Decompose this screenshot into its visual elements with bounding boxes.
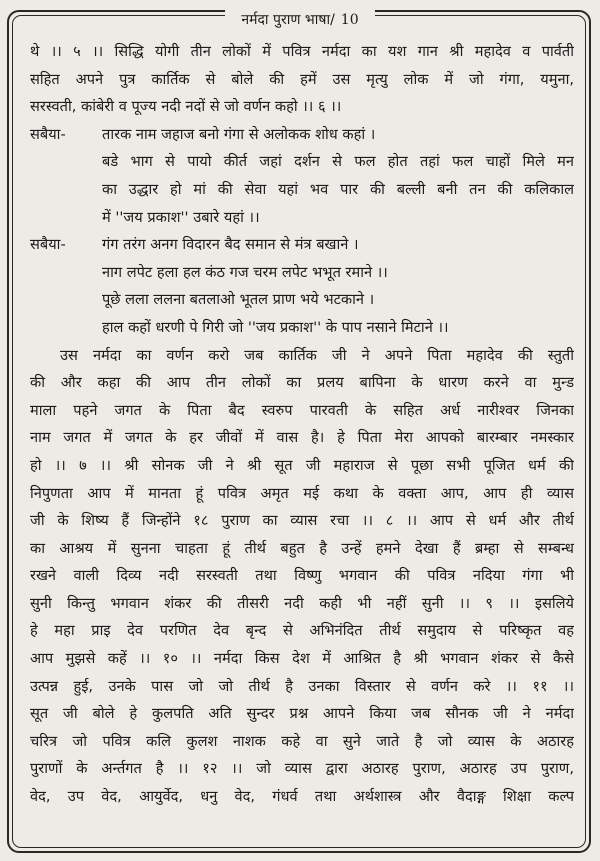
page-body: [30, 38, 574, 811]
paragraph-line: पुराणों के अर्न्तगत है ।। १२ ।। जो व्यास द्वारा अठारह पुराण, अठारह उप पुराण,: [30, 760, 574, 778]
header-title: नर्मदा पुराण भाषा/: [241, 12, 335, 28]
paragraph-line: हो ।। ७ ।। श्री सोनक जी ने श्री सूत जी महाराज से पूछा सभी पूजित धर्म की: [30, 456, 574, 474]
paragraph-line: माला पहने जगत के पिता बैद स्वरुप पारवती के सहित अर्ध नारीश्वर जिनका: [30, 401, 574, 419]
paragraph-line: रखने वाली दिव्य नदी सरस्वती तथा विष्णु भगवान की पवित्र नदिया गंगा भी: [30, 567, 574, 585]
verse-line: तारक नाम जहाज बनो गंगा से अलोकक शोध कहां ।: [102, 125, 376, 143]
verse-block: [30, 231, 574, 259]
verse-line: में ''जय प्रकाश'' उबारे यहां ।।: [102, 208, 260, 226]
verse-line: हाल कहों धरणी पे गिरी जो ''जय प्रकाश'' के पाप नसाने मिटाने ।।: [102, 318, 449, 336]
text-line: सरस्वती, कांबेरी व पूज्य नदी नदों से जो वर्णन कहो ।। ६ ।।: [30, 98, 342, 116]
verse-label: सबैया-: [30, 125, 66, 143]
paragraph-line: चरित्र जो पवित्र कलि कुलश नाशक कहे वा सुने जाते है जो व्यास के अठारह: [30, 732, 574, 750]
verse-line: का उद्धार हो मां की सेवा यहां भव पार की बल्ली बनी तन की कलिकाल: [102, 180, 574, 198]
verse-line: बडे भाग से पायो कीर्त जहां दर्शन से फल होत तहां फल चाहों मिले मन: [102, 153, 574, 171]
page-number: 10: [340, 12, 359, 28]
paragraph-line: उस नर्मदा का वर्णन करो जब कार्तिक जी ने अपने पिता महादेव की स्तुती: [60, 346, 574, 364]
text-line: थे ।। ५ ।। सिद्धि योगी तीन लोकों में पवित्र नर्मदा का यश गान श्री महादेव व पार्वती: [30, 43, 574, 60]
paragraph-line: वेद, उप वेद, आयुर्वेद, धनु वेद, गंधर्व तथा अर्थशास्त्र और वैदाङ्ग शिक्षा कल्प: [30, 788, 574, 806]
verse-line: पूछे लला ललना बतलाओ भूतल प्राण भये भटकाने ।: [102, 291, 375, 309]
paragraph-line: हे महा प्राइ देव परणित देव बृन्द से अभिनंदित तीर्थ समुदाय से परिष्कृत वह: [30, 622, 574, 640]
running-header: [225, 8, 375, 32]
verse-line: नाग लपेट हला हल कंठ गज चरम लपेट भभूत रमाने ।।: [102, 263, 388, 281]
paragraph-line: आप मुझसे कहें ।। १० ।। नर्मदा किस देश में आश्रित है श्री भगवान शंकर से कैसे: [30, 650, 574, 668]
text-line: सहित अपने पुत्र कार्तिक से बोले की हमें उस मृत्यु लोक में जो गंगा, यमुना,: [30, 70, 574, 88]
paragraph-line: सूत जी बोले हे कुलपति अति सुन्दर प्रश्न आपने किया जब सौनक जी ने नर्मदा: [30, 705, 574, 723]
verse-label: सबैया-: [30, 236, 66, 254]
paragraph-line: का आश्रय में सुनना चाहता हूं तीर्थ बहुत है उन्हें हमने देखा हैं ब्रम्हा से सम्बन्ध: [30, 539, 574, 557]
paragraph-line: निपुणता आप में मानता हूं पवित्र अमृत मई कथा के वक्ता आप, आप ही व्यास: [30, 484, 574, 502]
paragraph-line: जी के शिष्य हैं जिन्होंने १८ पुराण का व्यास रचा ।। ८ ।। आप से धर्म और तीर्थ: [30, 512, 574, 530]
paragraph-line: सुनी किन्तु भगवान शंकर की तीसरी नदी कही भी नहीं सुनी ।। ९ ।। इसलिये: [30, 594, 574, 612]
verse-line: गंग तरंग अनग विदारन बैद समान से मंत्र बखाने ।: [102, 236, 359, 254]
paragraph-line: उत्पन्न हुई, उनके पास जो जो तीर्थ है उनका विस्तार से वर्णन करे ।। ११ ।।: [30, 677, 574, 695]
paragraph-line: नाम जगत में जगत के हर जीवों में वास है। हे पिता मेरा आपको बारम्बार नमस्कार: [30, 429, 574, 447]
paragraph-line: की और कहा की आप तीन लोकों का प्रलय बापिना के धारण करने वा मुन्ड: [30, 374, 574, 392]
verse-block: [30, 121, 574, 149]
